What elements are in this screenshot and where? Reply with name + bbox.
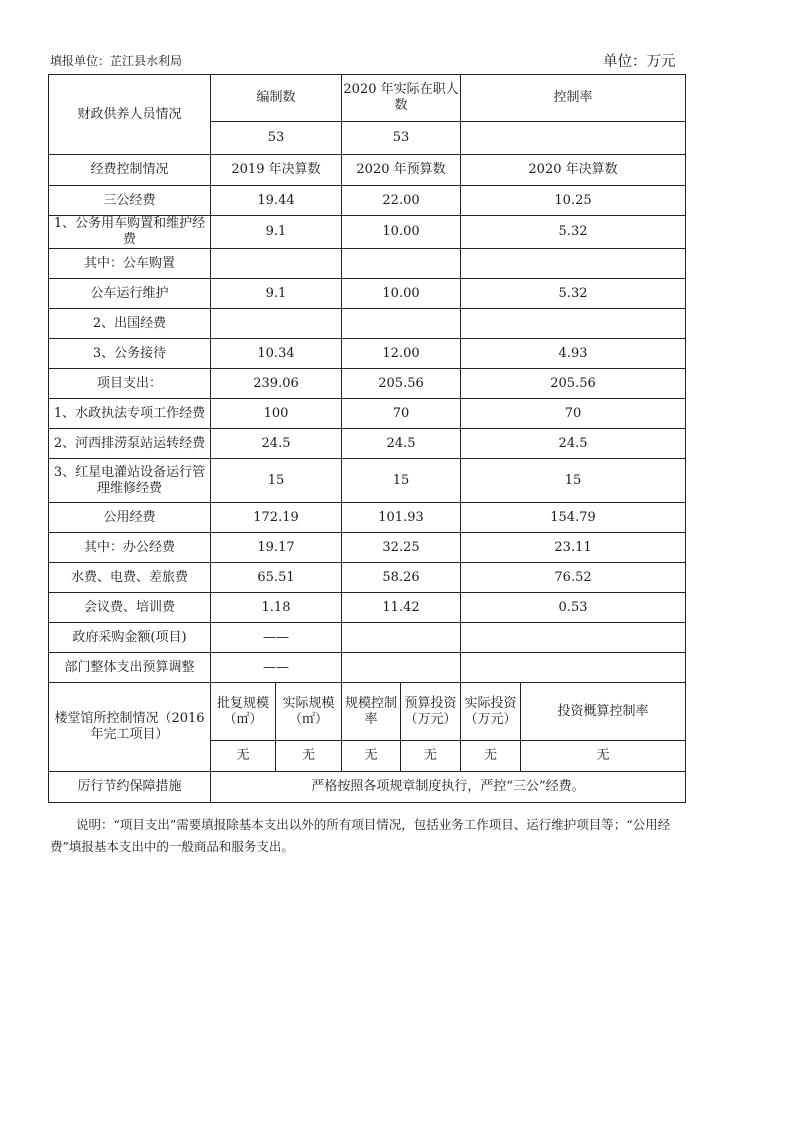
actual-investment-header: 实际投资（万元） [461, 683, 521, 741]
value-2020-budget: 15 [342, 459, 461, 503]
budget-table [48, 74, 686, 803]
table-row [49, 339, 686, 369]
table-row [49, 593, 686, 623]
value-2019 [211, 249, 342, 279]
budget-investment-value: 无 [401, 741, 461, 772]
value-2019: 9.1 [211, 216, 342, 249]
value-2020-budget: 11.42 [342, 593, 461, 623]
footnote: 说明：“项目支出”需要填报除基本支出以外的所有项目情况，包括业务工作项目、运行维护项目等；“公用经费”填报基本支出中的一般商品和服务支出。 [50, 817, 671, 854]
staffing-actual-value: 53 [342, 122, 461, 155]
value-2020-budget: 10.00 [342, 279, 461, 309]
value-2020-budget: 205.56 [342, 369, 461, 399]
currency-unit: 单位：万元 [603, 54, 676, 70]
value-2020-budget: 24.5 [342, 429, 461, 459]
scale-control-rate-value: 无 [342, 741, 401, 772]
actual-scale-header: 实际规模（㎡） [276, 683, 342, 741]
value-2020-final: 24.5 [461, 429, 686, 459]
table-row [49, 653, 686, 683]
row-label: 三公经费 [49, 186, 211, 216]
value-2020-budget: 12.00 [342, 339, 461, 369]
table-row [49, 563, 686, 593]
value-2019: —— [211, 653, 342, 683]
value-2019: 19.44 [211, 186, 342, 216]
staffing-quota-header: 编制数 [211, 75, 342, 122]
value-2020-final: 10.25 [461, 186, 686, 216]
thrift-label: 厉行节约保障措施 [49, 772, 211, 803]
value-2020-final: 23.11 [461, 533, 686, 563]
row-label: 1、公务用车购置和维护经费 [49, 216, 211, 249]
table-row [49, 216, 686, 249]
value-2020-budget [342, 309, 461, 339]
value-2020-budget: 22.00 [342, 186, 461, 216]
value-2020-budget: 32.25 [342, 533, 461, 563]
budget-investment-header: 预算投资（万元） [401, 683, 461, 741]
row-label: 3、公务接待 [49, 339, 211, 369]
row-label: 公车运行维护 [49, 279, 211, 309]
budget-header-row [49, 155, 686, 186]
staffing-label: 财政供养人员情况 [49, 75, 211, 155]
row-label: 2、河西排涝泵站运转经费 [49, 429, 211, 459]
table-row [49, 429, 686, 459]
staffing-header-row [49, 75, 686, 122]
row-label: 项目支出： [49, 369, 211, 399]
table-row [49, 249, 686, 279]
value-2019: 24.5 [211, 429, 342, 459]
staffing-rate-header: 控制率 [461, 75, 686, 122]
value-2020-final [461, 309, 686, 339]
value-2020-final: 70 [461, 399, 686, 429]
row-label: 其中：公车购置 [49, 249, 211, 279]
reporting-unit: 填报单位：芷江县水利局 [50, 54, 183, 68]
value-2020-final: 154.79 [461, 503, 686, 533]
value-2019: 1.18 [211, 593, 342, 623]
budget-label: 经费控制情况 [49, 155, 211, 186]
staffing-actual-header: 2020 年实际在职人数 [342, 75, 461, 122]
table-row [49, 399, 686, 429]
value-2019: 172.19 [211, 503, 342, 533]
col-2019-final: 2019 年决算数 [211, 155, 342, 186]
value-2020-final: 5.32 [461, 216, 686, 249]
value-2020-final: 4.93 [461, 339, 686, 369]
investment-control-rate-value: 无 [521, 741, 686, 772]
staffing-rate-value [461, 122, 686, 155]
value-2019: 65.51 [211, 563, 342, 593]
value-2020-budget [342, 623, 461, 653]
table-row [49, 369, 686, 399]
value-2020-final: 76.52 [461, 563, 686, 593]
row-label: 公用经费 [49, 503, 211, 533]
row-label: 1、水政执法专项工作经费 [49, 399, 211, 429]
value-2020-final [461, 623, 686, 653]
col-2020-final: 2020 年决算数 [461, 155, 686, 186]
table-row [49, 309, 686, 339]
row-label: 政府采购金额(项目) [49, 623, 211, 653]
value-2019: 10.34 [211, 339, 342, 369]
approved-scale-value: 无 [211, 741, 276, 772]
row-label: 水费、电费、差旅费 [49, 563, 211, 593]
thrift-row [49, 772, 686, 803]
staffing-quota-value: 53 [211, 122, 342, 155]
row-label: 会议费、培训费 [49, 593, 211, 623]
approved-scale-header: 批复规模（㎡） [211, 683, 276, 741]
thrift-text: 严格按照各项规章制度执行，严控“三公”经费。 [211, 772, 686, 803]
value-2019 [211, 309, 342, 339]
table-row [49, 623, 686, 653]
actual-investment-value: 无 [461, 741, 521, 772]
row-label: 2、出国经费 [49, 309, 211, 339]
value-2020-budget: 70 [342, 399, 461, 429]
table-row [49, 186, 686, 216]
value-2020-budget: 10.00 [342, 216, 461, 249]
value-2020-final: 5.32 [461, 279, 686, 309]
col-2020-budget: 2020 年预算数 [342, 155, 461, 186]
investment-control-rate-header: 投资概算控制率 [521, 683, 686, 741]
value-2020-budget: 101.93 [342, 503, 461, 533]
table-row [49, 503, 686, 533]
value-2020-final [461, 249, 686, 279]
value-2019: 239.06 [211, 369, 342, 399]
building-label: 楼堂馆所控制情况（2016 年完工项目） [49, 683, 211, 772]
value-2020-final: 205.56 [461, 369, 686, 399]
value-2019: 100 [211, 399, 342, 429]
row-label: 其中：办公经费 [49, 533, 211, 563]
actual-scale-value: 无 [276, 741, 342, 772]
row-label: 3、红星电灌站设备运行管理维修经费 [49, 459, 211, 503]
table-row [49, 279, 686, 309]
value-2020-final: 0.53 [461, 593, 686, 623]
value-2020-final [461, 653, 686, 683]
value-2019: —— [211, 623, 342, 653]
row-label: 部门整体支出预算调整 [49, 653, 211, 683]
value-2019: 9.1 [211, 279, 342, 309]
building-header-row [49, 683, 686, 741]
scale-control-rate-header: 规模控制率 [342, 683, 401, 741]
value-2020-budget [342, 249, 461, 279]
value-2019: 19.17 [211, 533, 342, 563]
value-2020-budget: 58.26 [342, 563, 461, 593]
value-2020-budget [342, 653, 461, 683]
table-row [49, 533, 686, 563]
table-row [49, 459, 686, 503]
value-2020-final: 15 [461, 459, 686, 503]
value-2019: 15 [211, 459, 342, 503]
